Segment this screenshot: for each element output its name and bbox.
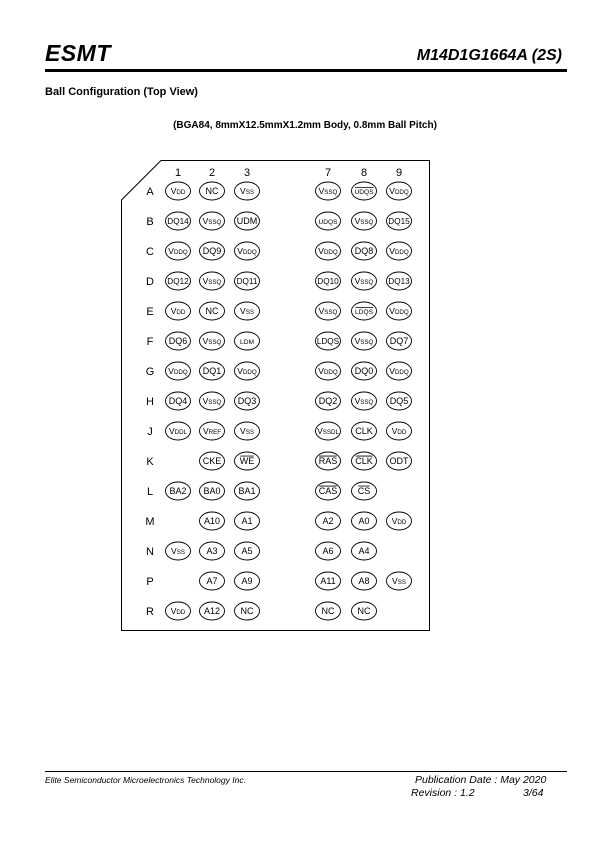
row-label: H: [146, 396, 154, 408]
ball: [387, 332, 412, 350]
ball: [200, 362, 225, 380]
ball-signal: LDQS: [316, 337, 340, 346]
ball-signal: DQ5: [389, 396, 409, 406]
ball-signal: A4: [358, 546, 370, 556]
ball-signal: CAS: [318, 486, 338, 496]
ball: [316, 272, 341, 290]
row-label: F: [146, 336, 154, 348]
ball-signal: ODT: [389, 456, 409, 466]
ball: [352, 602, 377, 620]
ball: [235, 422, 260, 440]
ball-signal: UDM: [236, 216, 258, 226]
column-number: 8: [360, 167, 368, 179]
ball: [235, 542, 260, 560]
ball-signal: VDDQ: [389, 186, 409, 196]
ball-signal: A3: [206, 546, 218, 556]
ball: [352, 512, 377, 530]
ball: [235, 572, 260, 590]
ball-signal: CLK: [355, 426, 373, 436]
ball: [316, 212, 341, 230]
ball: [200, 332, 225, 350]
ball: [235, 452, 260, 470]
section-title: Ball Configuration (Top View): [45, 86, 198, 98]
ball-signal: DQ10: [317, 277, 339, 286]
ball: [200, 512, 225, 530]
row-label: C: [146, 246, 154, 258]
column-number: 3: [243, 167, 251, 179]
ball-signal: VDDL: [168, 426, 188, 436]
ball: [200, 272, 225, 290]
ball: [166, 272, 191, 290]
ball-signal: A2: [322, 516, 334, 526]
footer-rule: [45, 771, 567, 772]
ball: [235, 392, 260, 410]
ball-signal: VDDQ: [389, 366, 409, 376]
ball: [352, 542, 377, 560]
ball: [166, 422, 191, 440]
ball-signal: DQ1: [202, 366, 222, 376]
row-label: B: [146, 216, 154, 228]
ball: [352, 212, 377, 230]
column-number: 2: [208, 167, 216, 179]
ball-signal: A8: [358, 576, 370, 586]
ball: [166, 542, 191, 560]
ball: [316, 602, 341, 620]
ball-signal: DQ7: [389, 336, 409, 346]
ball: [387, 272, 412, 290]
ball: [235, 602, 260, 620]
ball-signal: CLK: [355, 456, 373, 466]
column-number: 7: [324, 167, 332, 179]
ball: [166, 602, 191, 620]
ball: [200, 302, 225, 320]
ball-signal: DQ0: [354, 366, 374, 376]
ball: [166, 242, 191, 260]
ball-signal: VSSQ: [354, 396, 374, 406]
ball-signal: VDD: [391, 426, 407, 436]
ball-configuration-diagram: [121, 160, 431, 632]
ball-signal: DQ6: [168, 336, 188, 346]
row-label: N: [146, 546, 154, 558]
ball-signal: NC: [205, 306, 219, 316]
ball: [235, 482, 260, 500]
ball: [352, 332, 377, 350]
row-label: A: [146, 186, 154, 198]
ball-signal: WE: [239, 456, 255, 466]
footer-publication-date: Publication Date : May 2020: [415, 774, 547, 786]
ball: [387, 572, 412, 590]
ball: [200, 392, 225, 410]
ball-signal: VDDQ: [389, 306, 409, 316]
ball: [200, 212, 225, 230]
ball-signal: VDDQ: [168, 246, 188, 256]
ball: [387, 242, 412, 260]
ball: [352, 392, 377, 410]
ball: [387, 302, 412, 320]
footer-company: Elite Semiconductor Microelectronics Technology Inc.: [45, 775, 246, 785]
ball-signal: NC: [240, 606, 254, 616]
ball: [316, 362, 341, 380]
ball: [316, 512, 341, 530]
ball-signal: VSSDL: [317, 426, 339, 436]
ball-signal: A7: [206, 576, 218, 586]
ball-signal: VDDQ: [389, 246, 409, 256]
ball-signal: VDDQ: [237, 246, 257, 256]
ball: [235, 302, 260, 320]
ball-signal: VSSQ: [202, 276, 222, 286]
ball-signal: NC: [321, 606, 335, 616]
ball-signal: VSSQ: [318, 186, 338, 196]
ball: [200, 542, 225, 560]
ball: [316, 542, 341, 560]
ball-signal: VSSQ: [354, 216, 374, 226]
ball-signal: DQ12: [167, 277, 189, 286]
ball-signal: VDD: [170, 186, 186, 196]
ball: [235, 332, 260, 350]
ball: [316, 392, 341, 410]
ball-signal: VSS: [171, 546, 185, 556]
ball: [200, 182, 225, 200]
ball: [352, 302, 377, 320]
footer-page-number: 3/64: [523, 787, 544, 799]
ball: [166, 392, 191, 410]
ball-signal: VDD: [170, 606, 186, 616]
ball: [235, 242, 260, 260]
ball-signal: VSS: [392, 576, 406, 586]
ball-signal: VSSQ: [318, 306, 338, 316]
ball-signal: NC: [205, 186, 219, 196]
ball: [235, 362, 260, 380]
ball-signal: VSSQ: [354, 276, 374, 286]
ball-signal: A5: [241, 546, 253, 556]
ball: [387, 362, 412, 380]
ball-signal: DQ4: [168, 396, 188, 406]
ball-signal: A1: [241, 516, 253, 526]
ball-signal: DQ15: [388, 217, 410, 226]
ball: [200, 452, 225, 470]
ball: [352, 242, 377, 260]
ball: [316, 422, 341, 440]
ball-signal: LDM: [240, 339, 254, 346]
ball-signal: VREF: [202, 426, 222, 436]
ball-signal: DQ14: [167, 217, 189, 226]
ball: [166, 212, 191, 230]
part-number: M14D1G1664A (2S): [416, 47, 562, 64]
ball: [235, 272, 260, 290]
ball: [316, 572, 341, 590]
package-note: (BGA84, 8mmX12.5mmX1.2mm Body, 0.8mm Ball Pitch): [173, 120, 437, 131]
row-label: E: [146, 306, 154, 318]
row-label: J: [147, 426, 153, 438]
ball-signal: UDQS: [318, 219, 338, 226]
ball: [352, 452, 377, 470]
ball: [352, 182, 377, 200]
ball-signal: VSSQ: [202, 336, 222, 346]
row-label: P: [146, 576, 154, 588]
ball-signal: VDDQ: [318, 366, 338, 376]
ball: [387, 212, 412, 230]
ball-signal: VDDQ: [237, 366, 257, 376]
ball: [352, 272, 377, 290]
ball: [387, 452, 412, 470]
ball-signal: A10: [203, 516, 221, 526]
ball: [352, 572, 377, 590]
ball-signal: VDD: [170, 306, 186, 316]
ball-signal: VDD: [391, 516, 407, 526]
ball-signal: A0: [358, 516, 370, 526]
header-rule: [45, 69, 567, 72]
column-number: 1: [174, 167, 182, 179]
ball: [352, 362, 377, 380]
ball: [387, 392, 412, 410]
row-label: K: [146, 456, 154, 468]
ball-signal: DQ11: [236, 277, 258, 286]
ball-signal: VSSQ: [202, 216, 222, 226]
ball: [352, 422, 377, 440]
ball: [166, 332, 191, 350]
ball: [316, 302, 341, 320]
ball: [166, 362, 191, 380]
column-number: 9: [395, 167, 403, 179]
ball-signal: VSSQ: [202, 396, 222, 406]
ball: [200, 422, 225, 440]
ball: [352, 482, 377, 500]
ball: [200, 482, 225, 500]
ball: [387, 422, 412, 440]
ball: [200, 572, 225, 590]
ball: [235, 182, 260, 200]
ball-signal: NC: [357, 606, 371, 616]
ball-signal: CKE: [202, 456, 222, 466]
ball-signal: LDQS: [355, 309, 373, 316]
ball-signal: VSSQ: [354, 336, 374, 346]
ball-signal: VSS: [240, 186, 254, 196]
row-label: M: [145, 516, 155, 528]
ball: [387, 512, 412, 530]
ball-signal: RAS: [318, 456, 338, 466]
ball-signal: DQ8: [354, 246, 374, 256]
ball-signal: CS: [357, 486, 371, 496]
ball-signal: A12: [203, 606, 221, 616]
row-label: R: [146, 606, 154, 618]
ball-signal: VSS: [240, 306, 254, 316]
footer-revision: Revision : 1.2: [411, 787, 475, 799]
ball: [166, 182, 191, 200]
ball: [200, 242, 225, 260]
ball-signal: BA0: [203, 486, 221, 496]
ball: [316, 332, 341, 350]
ball-signal: DQ13: [388, 277, 410, 286]
company-logo: ESMT: [45, 40, 111, 66]
ball: [200, 602, 225, 620]
ball: [166, 302, 191, 320]
ball: [316, 242, 341, 260]
ball: [316, 482, 341, 500]
ball-signal: A6: [322, 546, 334, 556]
ball-signal: BA2: [169, 486, 187, 496]
ball: [387, 182, 412, 200]
row-label: L: [146, 486, 154, 498]
ball-signal: VDDQ: [168, 366, 188, 376]
ball-signal: UDQS: [354, 189, 374, 196]
row-label: G: [145, 366, 155, 378]
ball: [316, 452, 341, 470]
ball: [316, 182, 341, 200]
ball-signal: DQ2: [318, 396, 338, 406]
row-label: D: [146, 276, 154, 288]
ball: [235, 212, 260, 230]
ball: [235, 512, 260, 530]
ball-signal: A11: [320, 576, 336, 586]
ball-signal: VSS: [240, 426, 254, 436]
ball-signal: A9: [241, 576, 253, 586]
ball-signal: BA1: [238, 486, 256, 496]
ball: [166, 482, 191, 500]
ball-signal: DQ3: [237, 396, 257, 406]
ball-signal: DQ9: [202, 246, 222, 256]
ball-signal: VDDQ: [318, 246, 338, 256]
